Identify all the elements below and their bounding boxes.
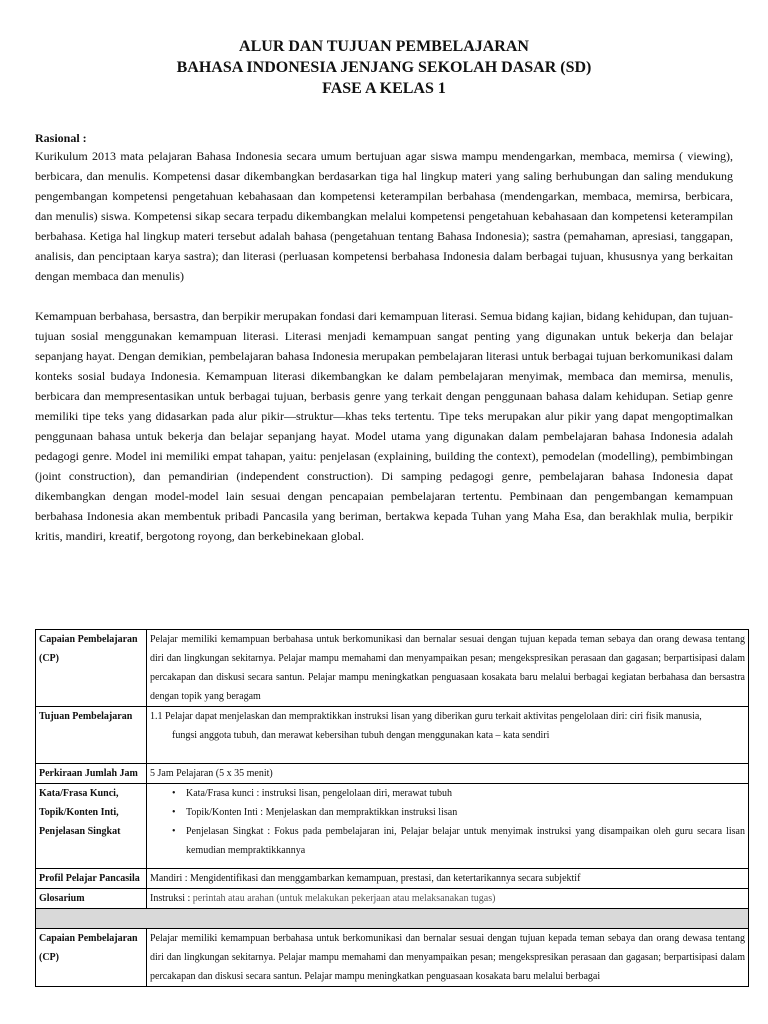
list-item: • Topik/Konten Inti : Menjelaskan dan mempraktikkan instruksi lisan [172, 803, 745, 822]
title-line-1: ALUR DAN TUJUAN PEMBELAJARAN [239, 38, 529, 55]
profil-text: Mandiri : Mengidentifikasi dan menggambarkan kemampuan, prestasi, dan ketertarikannya secara subjektif [147, 869, 749, 889]
cp2-text: Pelajar memiliki kemampuan berbahasa untuk berkomunikasi dan bernalar sesuai dengan tujuan kepada teman sebaya dan orang dewasa tentang diri dan lingkungan sekitarnya. Pelajar mampu memahami dan menyampaikan pesan; mengekspresikan perasaan dan gagasan; berpartisipasi dalam percakapan dan diskusi secara santun. Pelajar mampu meningkatkan penguasaan kosakata baru melalui berbagai [147, 929, 749, 987]
glosarium-definition: perintah atau arahan (untuk melakukan pekerjaan atau melaksanakan tugas) [192, 893, 496, 904]
glosarium-label: Glosarium [36, 889, 147, 909]
learning-objectives-table [35, 629, 749, 987]
table-separator-row [36, 909, 749, 929]
glosarium-text [147, 889, 749, 909]
table-row-profil [36, 869, 749, 889]
cp-label: Capaian Pembelajaran (CP) [36, 630, 147, 707]
kata-content [147, 784, 749, 869]
list-item: • Penjelasan Singkat : Fokus pada pembelajaran ini, Pelajar belajar untuk menyimak instruksi yang disampaikan oleh guru secara lisan kemudian mempraktikkannya [172, 822, 745, 860]
cp2-label: Capaian Pembelajaran (CP) [36, 929, 147, 987]
rasional-paragraph-2: Kemampuan berbahasa, bersastra, dan berpikir merupakan fondasi dari kemampuan literasi. Semua bidang kajian, bidang kehidupan, dan tujuan-tujuan sosial menggunakan kemampuan literasi. Literasi menjadi kemampuan sangat penting yang digunakan untuk bekerja dan belajar sepanjang hayat. Dengan demikian, pembelajaran bahasa Indonesia merupakan pembelajaran literasi untuk berbagai tujuan berkomunikasi dalam konteks sosial budaya Indonesia. Kemampuan literasi dikembangkan ke dalam pembelajaran menyimak, membaca dan memirsa, menulis, berbicara dan mempresentasikan untuk berbagai tujuan, berbasis genre yang terkait dengan penggunaan bahasa dalam kehidupan. Setiap genre memiliki tipe teks yang didasarkan pada alur pikir—struktur—khas teks tertentu. Tipe teks merupakan alur pikir yang dapat mengoptimalkan penggunaan bahasa untuk bekerja dan belajar sepanjang hayat. Model utama yang digunakan dalam pembelajaran bahasa Indonesia adalah pedagogi genre. Model ini memiliki empat tahapan, yaitu: penjelasan (explaining, building the context), pemodelan (modelling), pembimbingan (joint construction), dan pemandirian (independent construction). Di samping pedagogi genre, pembelajaran bahasa Indonesia dapat dikembangkan dengan model-model lain sesuai dengan pencapaian pembelajaran tertentu. Pembinaan dan pengembangan kemampuan berbahasa Indonesia akan membentuk pribadi Pancasila yang beriman, bertakwa kepada Tuhan yang Maha Esa, dan berakhlak mulia, berpikir kritis, mandiri, kreatif, bergotong royong, dan berkebinekaan global. [35, 309, 733, 543]
tp-text-line-2: fungsi anggota tubuh, dan merawat kebersihan tubuh dengan menggunakan kata – kata sendiri [172, 730, 550, 741]
table-row-kata-kunci [36, 784, 749, 869]
profil-label: Profil Pelajar Pancasila [36, 869, 147, 889]
jam-label: Perkiraan Jumlah Jam [36, 764, 147, 784]
rasional-label: Rasional : [35, 131, 87, 145]
table-row-cp-2 [36, 929, 749, 987]
tp-label: Tujuan Pembelajaran [36, 707, 147, 764]
kata-label: Kata/Frasa Kunci, Topik/Konten Inti, Penjelasan Singkat [36, 784, 147, 869]
title-line-3: FASE A KELAS 1 [322, 80, 446, 97]
table-row-glosarium [36, 889, 749, 909]
separator-cell [36, 909, 749, 929]
table-row-jam [36, 764, 749, 784]
tp-text-line-1: 1.1 Pelajar dapat menjelaskan dan mempraktikkan instruksi lisan yang diberikan guru terkait aktivitas pengelolaan diri: ciri fisik manusia, [150, 711, 702, 722]
title-line-2: BAHASA INDONESIA JENJANG SEKOLAH DASAR (SD) [176, 59, 592, 76]
cp-text: Pelajar memiliki kemampuan berbahasa untuk berkomunikasi dan bernalar sesuai dengan tujuan kepada teman sebaya dan orang dewasa tentang diri dan lingkungan sekitarnya. Pelajar mampu memahami dan menyampaikan pesan; mengekspresikan perasaan dan gagasan; berpartisipasi dalam percakapan dan diskusi secara santun. Pelajar mampu meningkatkan penguasaan kosakata baru melalui berbagai kegiatan berbahasa dan bersastra dengan topik yang beragam [147, 630, 749, 707]
glosarium-term: Instruksi : [150, 893, 193, 904]
document-title [35, 0, 733, 99]
table-row-cp [36, 630, 749, 707]
list-item: • Kata/Frasa kunci : instruksi lisan, pengelolaan diri, merawat tubuh [172, 784, 745, 803]
kata-list [150, 784, 745, 860]
jam-text: 5 Jam Pelajaran (5 x 35 menit) [147, 764, 749, 784]
tp-text [147, 707, 749, 764]
table-row-tp [36, 707, 749, 764]
rasional-paragraph-1: Kurikulum 2013 mata pelajaran Bahasa Indonesia secara umum bertujuan agar siswa mampu mendengarkan, membaca, memirsa ( viewing), berbicara, dan menulis. Kompetensi dasar dikembangkan berdasarkan tiga hal lingkup materi yang saling berhubungan dan saling mendukung pengembangan kompetensi pengetahuan kebahasaan dan kompetensi keterampilan berbahasa (mendengarkan, membaca, memirsa, berbicara, dan menulis) siswa. Kompetensi sikap secara terpadu dikembangkan melalui kompetensi pengetahuan kebahasaan dan kompetensi keterampilan berbahasa. Ketiga hal lingkup materi tersebut adalah bahasa (pengetahuan tentang Bahasa Indonesia); sastra (pemahaman, apresiasi, tanggapan, analisis, dan penciptaan karya sastra); dan literasi (perluasan kompetensi berbahasa Indonesia dalam berbagai tujuan, khususnya yang berkaitan dengan membaca dan menulis) [35, 149, 733, 283]
